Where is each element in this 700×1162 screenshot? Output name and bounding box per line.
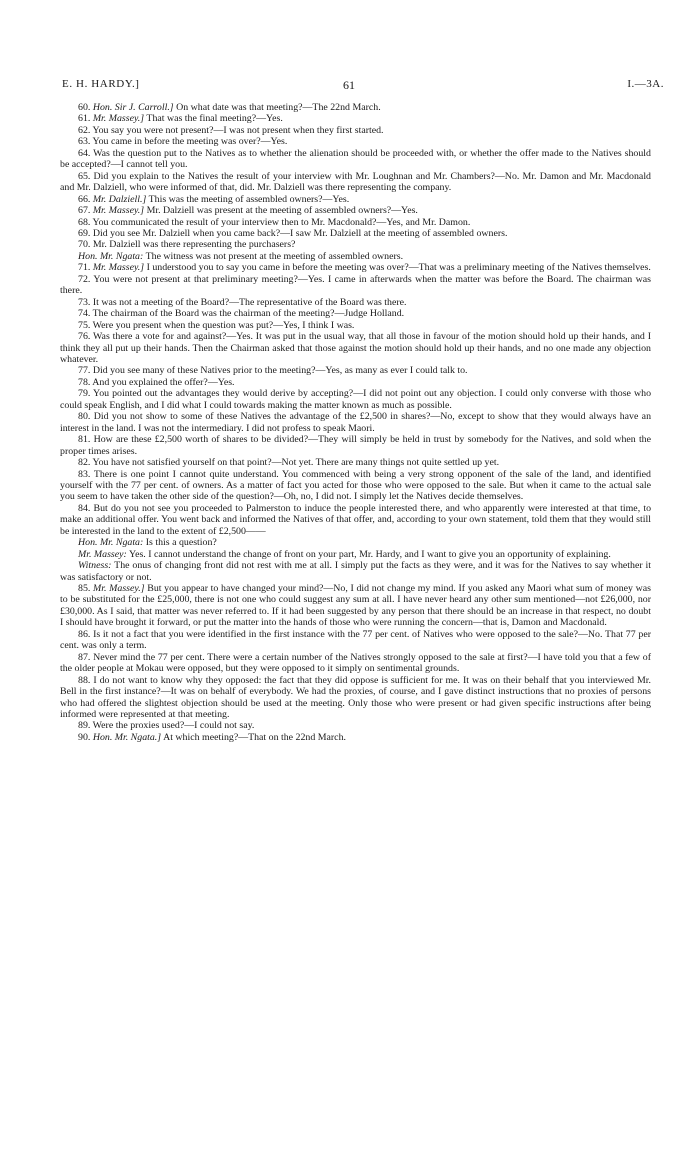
question-paragraph xyxy=(60,125,651,136)
paragraph-text: I do not want to know why they opposed: the fact that they did oppose is sufficient for me. It was on their behalf that you interviewed Mr. Bell in the first instance?—It was on behalf of everybody. We had the proxies, of course, and I gave distinct instructions that no proxies of persons who had offered the slightest objection should be used at the meeting. Only those who were present or had given specific instructions after being informed were represented at that meeting. xyxy=(60,674,651,721)
paragraph-text: Mr. Dalziell was present at the meeting of assembled owners?—Yes. xyxy=(146,205,418,217)
question-number: 85. xyxy=(78,583,91,595)
question-paragraph xyxy=(60,297,651,308)
question-paragraph xyxy=(60,537,651,548)
paragraph-text: Was the question put to the Natives as to whether the alienation should be proceeded with, or whether the offer made to the Natives should be accepted?—I cannot tell you. xyxy=(60,147,651,171)
paragraph-text: Mr. Dalziell was there representing the purchasers? xyxy=(92,239,296,251)
paragraph-text: You pointed out the advantages they would derive by accepting?—I did not point out any objection. I could only converse with those who could speak English, and I did what I could towards making the matter known as much as possible. xyxy=(60,388,652,411)
speaker-label: Mr. Massey.] xyxy=(92,205,145,217)
question-number: 81. xyxy=(78,434,91,446)
question-number: 68. xyxy=(78,216,91,228)
paragraph-text: Did you see many of these Natives prior to the meeting?—Yes, as many as ever I could talk to. xyxy=(92,365,468,377)
question-number: 77. xyxy=(78,365,91,377)
question-number: 82. xyxy=(78,457,91,469)
paragraph-text: Is it not a fact that you were identified in the first instance with the 77 per cent. of Natives who were opposed to the sale?—No. That 77 per cent. was only a term. xyxy=(60,628,651,652)
question-paragraph xyxy=(60,365,651,376)
question-paragraph xyxy=(60,320,651,331)
speaker-label: Mr. Massey.] xyxy=(92,113,145,125)
paragraph-text: The chairman of the Board was the chairman of the meeting?—Judge Holland. xyxy=(92,308,405,320)
question-number: 78. xyxy=(78,376,91,388)
question-paragraph xyxy=(60,217,651,228)
paragraph-text: Were you present when the question was put?—Yes, I think I was. xyxy=(92,319,355,331)
question-number: 71. xyxy=(78,262,91,274)
question-paragraph xyxy=(60,205,651,216)
paragraph-text: You say you were not present?—I was not present when they first started. xyxy=(92,124,384,136)
question-number: 62. xyxy=(78,124,91,136)
paragraph-text: But do you not see you proceeded to Palmerston to induce the people interested there, and who apparently were interested at that time, to make an additional offer. You went back and informed the Natives of that offer, and, according to your own statement, told them that they would still be interested in the land to the extent of £2,500—— xyxy=(60,502,652,537)
question-paragraph xyxy=(60,251,651,262)
page-header xyxy=(62,78,664,94)
question-number: 61. xyxy=(78,113,91,125)
question-number: 84. xyxy=(78,502,91,514)
question-paragraph xyxy=(60,136,651,147)
paragraph-text: Never mind the 77 per cent. There were a certain number of the Natives strongly opposed to the sale at first?—I have told you that a few of the older people at Mokau were opposed, but they were opposed to it simply on sentimental grounds. xyxy=(60,651,652,675)
question-paragraph xyxy=(60,274,651,297)
question-number: 74. xyxy=(78,308,91,320)
paragraph-text: Did you see Mr. Dalziell when you came back?—I saw Mr. Dalziell at the meeting of assembled owners. xyxy=(92,227,508,239)
question-number: 70. xyxy=(78,239,91,251)
paragraph-text: The onus of changing front did not rest with me at all. I simply put the facts as they were, and it was for the Natives to say whether it was satisfactory or not. xyxy=(60,560,651,583)
question-number: 76. xyxy=(78,331,91,343)
speaker-label: Mr. Massey.] xyxy=(93,583,145,595)
witness-name-header: E. H. HARDY.] xyxy=(62,78,140,90)
question-paragraph xyxy=(60,411,651,434)
question-paragraph xyxy=(60,228,651,239)
paragraph-text: You communicated the result of your interview then to Mr. Macdonald?—Yes, and Mr. Damon. xyxy=(92,216,471,228)
question-paragraph xyxy=(60,457,651,468)
paper-reference: I.—3A. xyxy=(627,78,664,90)
paragraph-text: But you appear to have changed your mind?—No, I did not change my mind. If you asked any Maori what sum of money was to be substituted for the £25,000, there is not one who could suggest any sum at all. I have never heard any other sum mentioned—not £26,000, nor £30,000. As I said, that matter was never referred to. If it had been suggested by any person that there should be an increase in that respect, no doubt I should have brought it forward, or put the matter into the hands of those who were running the concern—that is, Damon and Macdonald. xyxy=(60,583,652,629)
paragraph-text: Was there a vote for and against?—Yes. It was put in the usual way, that all those in favour of the motion should hold up their hands, and I think they all put up their hands. Then the Chairman asked that those against the motion should hold up their hands, and no one made any objection whatever. xyxy=(60,331,651,365)
question-paragraph xyxy=(60,194,651,205)
paragraph-text: There is one point I cannot quite understand. You commenced with being a very strong opponent of the sale of the land, and identified yourself with the 77 per cent. of owners. As a matter of fact you acted for those who were opposed to the sale. But when it came to the actual sale you seem to have taken the other side of the question?—Oh, no, I did not. I simply let the Natives decide themselves. xyxy=(60,468,651,503)
speaker-label: Mr. Massey.] xyxy=(92,262,145,274)
speaker-label: Mr. Dalziell.] xyxy=(92,193,147,205)
paragraph-text: You came in before the meeting was over?—Yes. xyxy=(92,136,288,148)
question-paragraph xyxy=(60,469,651,503)
question-paragraph xyxy=(60,262,651,273)
speaker-label: Mr. Massey: xyxy=(78,548,127,560)
question-paragraph xyxy=(60,388,651,411)
question-paragraph xyxy=(60,239,651,250)
question-paragraph xyxy=(60,377,651,388)
question-number: 90. xyxy=(78,731,91,743)
question-number: 63. xyxy=(78,136,91,148)
paragraph-text: Were the proxies used?—I could not say. xyxy=(92,720,255,732)
question-paragraph xyxy=(60,308,651,319)
paragraph-text: Yes. I cannot understand the change of front on your part, Mr. Hardy, and I want to give you an opportunity of explaining. xyxy=(128,548,611,560)
question-paragraph xyxy=(60,560,651,583)
question-number: 66. xyxy=(78,193,91,205)
speaker-label: Hon. Mr. Ngata: xyxy=(78,537,144,549)
question-number: 86. xyxy=(78,628,91,640)
paragraph-text: Is this a question? xyxy=(145,537,217,549)
paragraph-text: Did you explain to the Natives the result of your interview with Mr. Loughnan and Mr. Chambers?—No. Mr. Damon and Mr. Macdonald and Mr. Dalziell, who were informed of that, did. Mr. Dalziell was there representing the company. xyxy=(60,170,651,194)
paragraph-text: I understood you to say you came in before the meeting was over?—That was a preliminary meeting of the Natives themselves. xyxy=(146,262,651,274)
paragraph-text: Did you not show to some of these Natives the advantage of the £2,500 in shares?—No, except to show that they would always have an interest in the land. I was not the intermediary. I did not profess to speak Maori. xyxy=(60,411,652,434)
question-number: 87. xyxy=(78,651,91,663)
question-paragraph xyxy=(60,148,651,171)
question-paragraph xyxy=(60,113,651,124)
question-number: 65. xyxy=(78,170,91,182)
paragraph-text: On what date was that meeting?—The 22nd March. xyxy=(176,102,381,113)
question-number: 80. xyxy=(78,411,91,423)
question-number: 79. xyxy=(78,388,91,400)
paragraph-text: It was not a meeting of the Board?—The representative of the Board was there. xyxy=(92,296,407,308)
paragraph-text: The witness was not present at the meeting of assembled owners. xyxy=(145,250,404,262)
question-number: 75. xyxy=(78,319,91,331)
speaker-label: Witness: xyxy=(78,560,112,572)
paragraph-text: This was the meeting of assembled owners?—Yes. xyxy=(148,193,350,205)
question-paragraph xyxy=(60,331,651,365)
question-paragraph xyxy=(60,171,651,194)
question-number: 72. xyxy=(78,273,91,285)
paragraph-text: You have not satisfied yourself on that point?—Not yet. There are many things not quite settled up yet. xyxy=(92,457,500,469)
question-paragraph xyxy=(60,629,651,652)
question-number: 88. xyxy=(78,674,91,686)
question-paragraph xyxy=(60,652,651,675)
question-paragraph xyxy=(60,732,651,743)
question-paragraph xyxy=(60,675,651,721)
question-paragraph xyxy=(60,549,651,560)
paragraph-text: That was the final meeting?—Yes. xyxy=(146,113,283,125)
speaker-label: Hon. Mr. Ngata.] xyxy=(92,731,162,743)
paragraph-text: How are these £2,500 worth of shares to be divided?—They will simply be held in trust by somebody for the Natives, and sold when the proper times arises. xyxy=(60,434,652,457)
page-number: 61 xyxy=(343,78,355,92)
speaker-label: Hon. Sir J. Carroll.] xyxy=(92,102,174,113)
paragraph-text: At which meeting?—That on the 22nd March. xyxy=(163,731,346,743)
question-number: 89. xyxy=(78,720,91,732)
question-paragraph xyxy=(60,434,651,457)
question-number: 69. xyxy=(78,227,91,239)
question-number: 83. xyxy=(78,468,91,480)
question-number: 60. xyxy=(78,102,91,113)
speaker-label: Hon. Mr. Ngata: xyxy=(78,250,144,262)
question-paragraph xyxy=(60,503,651,537)
paragraph-text: You were not present at that preliminary meeting?—Yes. I came in afterwards when the matter was before the Board. The chairman was there. xyxy=(60,273,651,297)
question-paragraph xyxy=(60,720,651,731)
question-number: 73. xyxy=(78,296,91,308)
question-number: 67. xyxy=(78,205,91,217)
minutes-body xyxy=(60,102,651,743)
paragraph-text: And you explained the offer?—Yes. xyxy=(92,376,235,388)
question-number: 64. xyxy=(78,147,91,159)
question-paragraph xyxy=(60,583,651,629)
question-paragraph xyxy=(60,102,651,113)
